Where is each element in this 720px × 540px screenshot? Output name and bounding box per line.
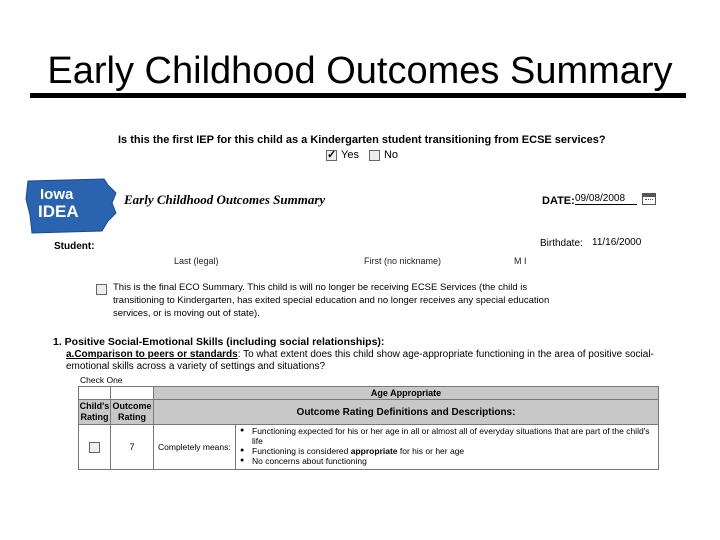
date-label: DATE: xyxy=(542,195,575,207)
form-title: Early Childhood Outcomes Summary xyxy=(124,192,326,207)
date-field[interactable]: 09/08/2008 xyxy=(575,193,637,205)
iowa-idea-logo xyxy=(24,175,120,235)
no-label: No xyxy=(383,149,399,161)
description-bullet: ● Functioning is considered appropriate for his or her age xyxy=(252,446,654,456)
title-underline xyxy=(30,93,686,98)
definitions-header: Outcome Rating Definitions and Descriptions: xyxy=(154,400,659,425)
first-name-caption: First (no nickname) xyxy=(364,256,442,266)
yes-no-group xyxy=(326,149,398,161)
no-checkbox[interactable] xyxy=(369,150,380,161)
rating-7-checkbox[interactable] xyxy=(89,442,100,453)
student-label: Student: xyxy=(54,241,95,252)
subsection-a xyxy=(66,349,666,373)
birthdate-value[interactable]: 11/16/2000 xyxy=(592,237,642,248)
section-heading: 1. Positive Social-Emotional Skills (including social relationships): xyxy=(53,336,385,348)
childs-rating-header: Child's Rating xyxy=(79,400,111,425)
table-row xyxy=(79,425,659,470)
subsection-a-label: a.Comparison to peers or standards xyxy=(66,349,238,360)
check-one-label: Check One xyxy=(80,375,123,385)
description-bullet: ● Functioning expected for his or her age in all or almost all of everyday situations that are part of the child's life xyxy=(252,426,654,446)
yes-label: Yes xyxy=(341,149,359,161)
age-appropriate-header: Age Appropriate xyxy=(154,387,659,400)
first-iep-question: Is this the first IEP for this child as a Kindergarten student transitioning from ECSE services? xyxy=(118,134,606,146)
subsection-a-text: : To what extent does this child show age-appropriate functioning in the area of positive social-emotional skills across a variety of settings and situations? xyxy=(66,349,654,372)
final-summary-text: This is the final ECO Summary. This child is will no longer be receiving ECSE Services (the child is transitioning to Kindergarten, has exited special education and no longer receives any special education services, or is moving out of state). xyxy=(113,282,550,319)
middle-initial-caption: M I xyxy=(514,256,527,266)
outcome-rating-value: 7 xyxy=(111,425,154,470)
outcome-rating-header: Outcome Rating xyxy=(111,400,154,425)
birthdate-label: Birthdate: xyxy=(540,238,583,249)
logo-text-iowa: Iowa xyxy=(40,186,74,203)
rating-descriptions xyxy=(236,425,659,470)
final-summary-checkbox[interactable] xyxy=(96,284,107,295)
rating-table xyxy=(78,386,659,470)
yes-checkbox[interactable] xyxy=(326,150,337,161)
calendar-icon[interactable] xyxy=(642,193,656,205)
logo-text-idea: IDEA xyxy=(38,202,79,221)
description-bullet: ● No concerns about functioning xyxy=(252,456,654,466)
rating-meaning: Completely means: xyxy=(154,425,236,470)
last-name-caption: Last (legal) xyxy=(174,256,219,266)
slide-title: Early Childhood Outcomes Summary xyxy=(47,50,673,92)
